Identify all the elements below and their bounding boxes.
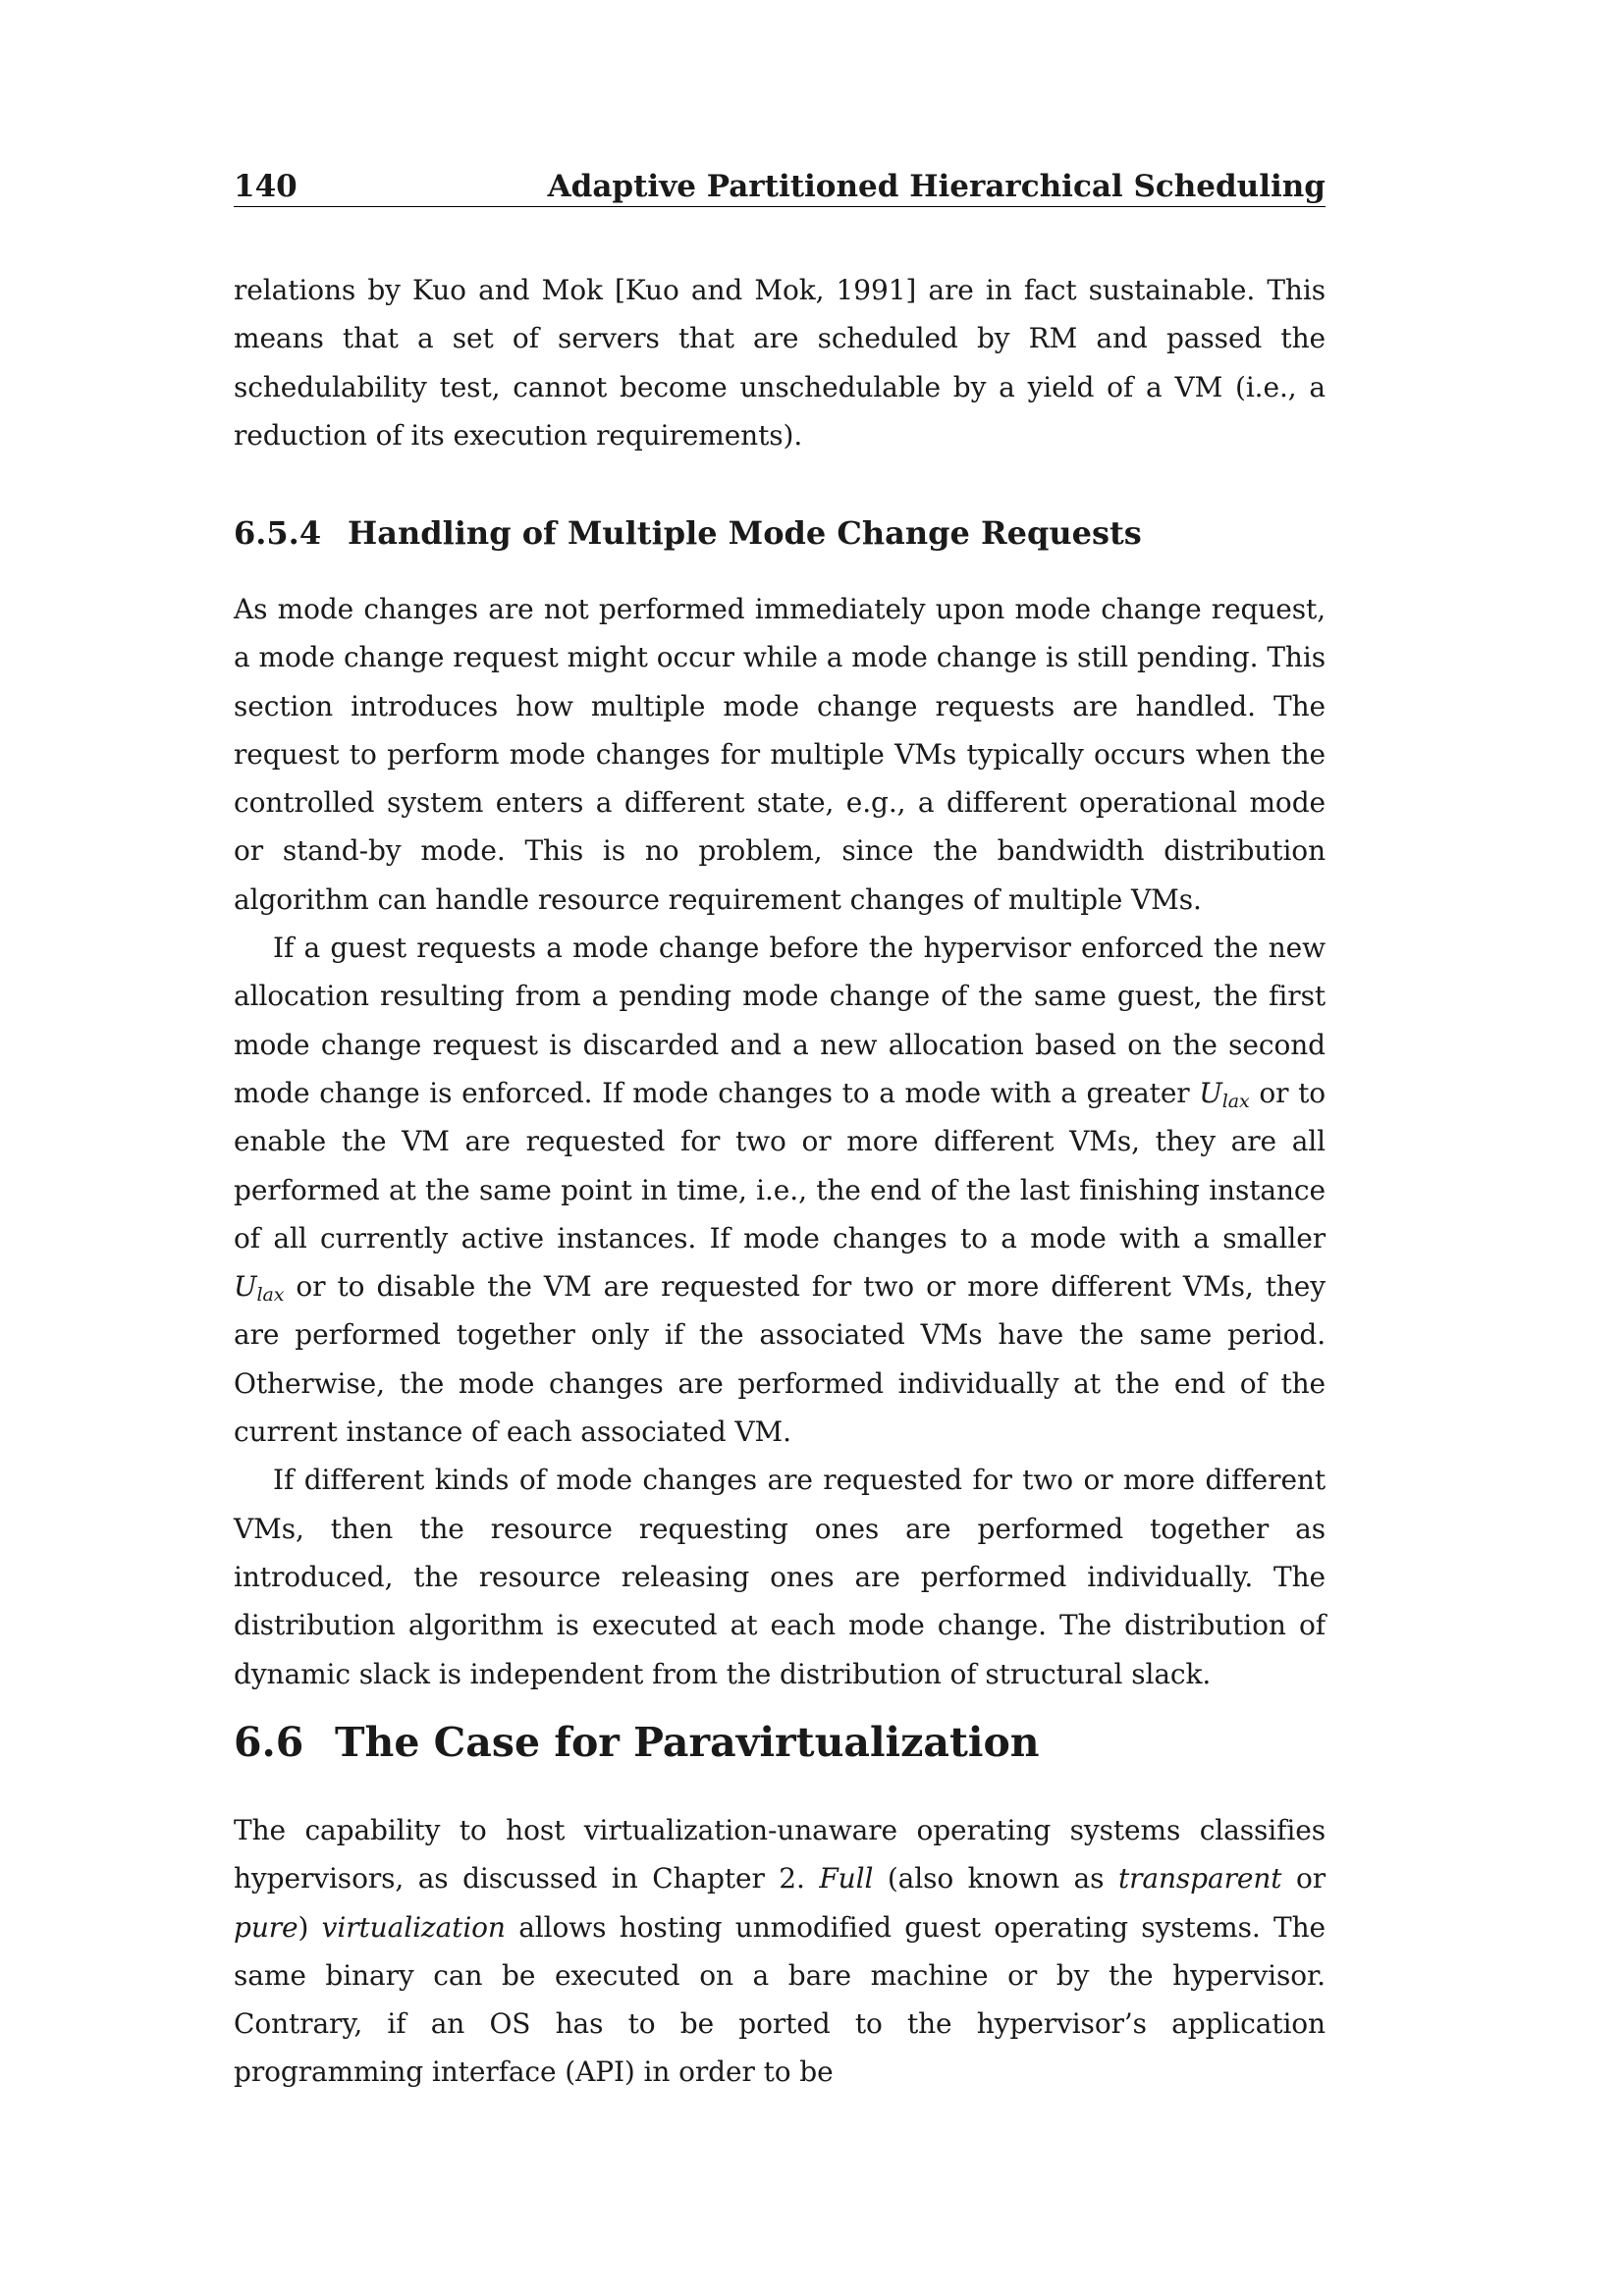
section-number: 6.6: [234, 1719, 304, 1766]
running-header: [234, 163, 1326, 207]
math-u-lax: $U_{lax}$: [234, 1270, 285, 1307]
section-heading-6-6: [234, 1719, 1040, 1766]
section-heading-6-5-4: [234, 514, 1142, 552]
intro-block: [234, 266, 1326, 459]
section-title: The Case for Paravirtualization: [335, 1719, 1040, 1766]
paragraph: The capability to host virtualization-unaware operating systems classifies hypervisors, as discussed in Chapter 2. Full (also known as transparent or pure) virtualization allows hosting unmodified guest operating systems. The same binary can be executed on a bare machine or by the hypervisor. Contrary, if an OS has to be ported to the hypervisor’s application programming interface (API) in order to be: [234, 1814, 1326, 2089]
page-number: 140: [234, 169, 298, 204]
math-u-lax: $U_{lax}$: [1199, 1076, 1250, 1112]
intro-paragraph: relations by Kuo and Mok [Kuo and Mok, 1991] are in fact sustainable. This means that a set of servers that are scheduled by RM and passed the schedulability test, cannot become unschedulable by a yield of a VM (i.e., a reduction of its execution requirements).: [234, 274, 1326, 452]
section-6-5-4-body: [234, 585, 1326, 1698]
paragraph: As mode changes are not performed immediately upon mode change request, a mode change request might occur while a mode change is still pending. This section introduces how multiple mode change requests are handled. The request to perform mode changes for multiple VMs typically occurs when the controlled system enters a different state, e.g., a different operational mode or stand-by mode. This is no problem, since the bandwidth distribution algorithm can handle resource requirement changes of multiple VMs.: [234, 593, 1326, 916]
paragraph: If a guest requests a mode change before the hypervisor enforced the new allocation resulting from a pending mode change of the same guest, the first mode change request is discarded and a new allocation based on the second mode change is enforced. If mode changes to a mode with a greater $U_{lax}$ or to enable the VM are requested for two or more different VMs, they are all performed at the same point in time, i.e., the end of the last finishing instance of all currently active instances. If mode changes to a mode with a smaller $U_{lax}$ or to disable the VM are requested for two or more different VMs, they are performed together only if the associated VMs have the same period. Otherwise, the mode changes are performed individually at the end of the current instance of each associated VM.: [234, 932, 1326, 1449]
section-title: Handling of Multiple Mode Change Requests: [348, 514, 1142, 552]
section-number: 6.5.4: [234, 514, 322, 552]
paragraph: If different kinds of mode changes are requested for two or more different VMs, then the resource requesting ones are performed together as introduced, the resource releasing ones are performed individually. The distribution algorithm is executed at each mode change. The distribution of dynamic slack is independent from the distribution of structural slack.: [234, 1464, 1326, 1690]
section-6-6-body: [234, 1806, 1326, 2097]
running-title: Adaptive Partitioned Hierarchical Scheduling: [547, 169, 1326, 204]
